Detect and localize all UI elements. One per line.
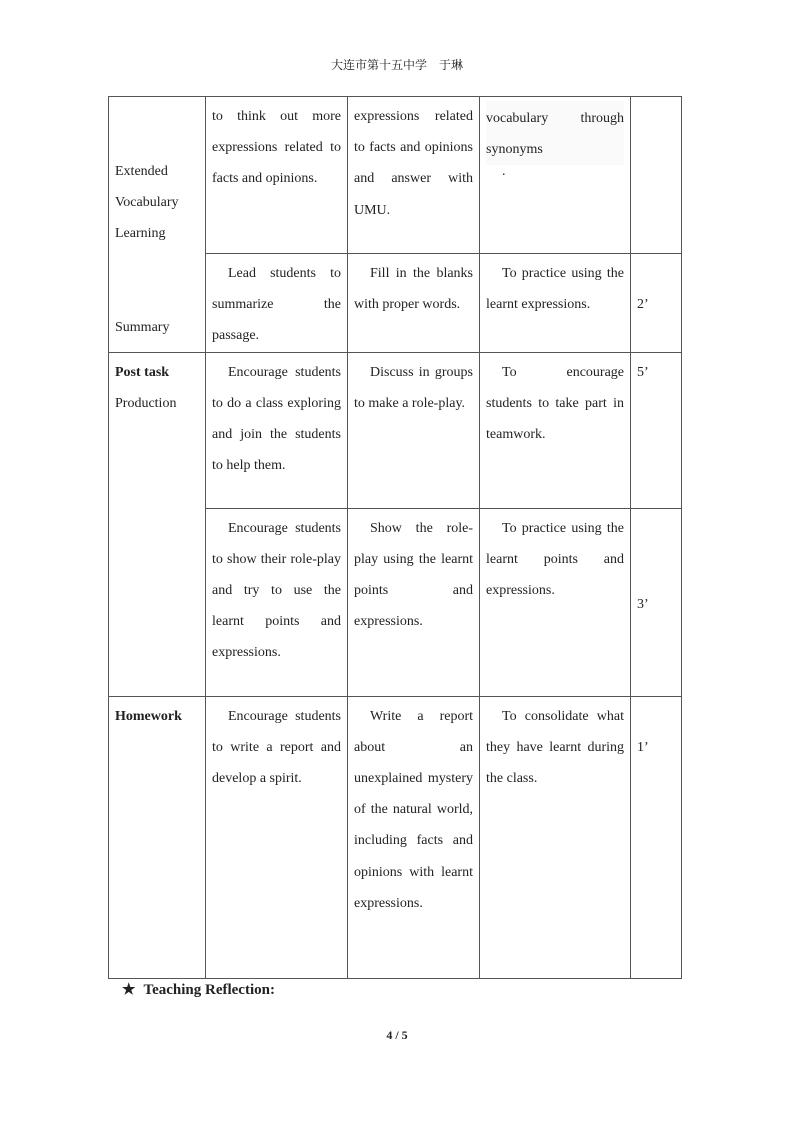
stage-title: Post task [115, 364, 170, 380]
teacher-activity-cell: Encourage students to show their role-play and try to use the learnt points and expressions. [206, 508, 348, 696]
stage-title: Homework [115, 708, 182, 724]
page-header: 大连市第十五中学 于琳 [330, 58, 463, 72]
time-cell [631, 97, 682, 254]
purpose-cell: To encourage students to take part in teamwork. [480, 352, 631, 508]
teacher-activity-cell: to think out more expressions related to facts and opinions. [206, 97, 348, 254]
student-activity-cell: Show the role-play using the learnt points and expressions. [348, 508, 480, 696]
time-cell: 2’ [631, 254, 682, 353]
stage-label: Learning [115, 226, 166, 242]
stage-label: Summary [115, 319, 170, 335]
purpose-cell [480, 97, 631, 254]
time-cell: 5’ [631, 352, 682, 508]
star-icon: ★ [122, 982, 136, 998]
purpose-dot: . [502, 164, 506, 179]
time-cell [631, 696, 682, 978]
student-activity-cell: Write a report about an unexplained mystery of the natural world, including facts and opinions with learnt expressions. [348, 696, 480, 978]
lesson-plan-table [108, 96, 682, 979]
teaching-reflection-heading [122, 980, 275, 999]
stage-label: Extended [115, 164, 168, 179]
table-row [109, 97, 682, 254]
time-value: 1’ [637, 739, 649, 755]
stage-label: Vocabulary [115, 195, 179, 211]
table-row [109, 352, 682, 508]
stage-cell [109, 696, 206, 978]
student-activity-cell: Fill in the blanks with proper words. [348, 254, 480, 353]
purpose-cell: To consolidate what they have learnt during the class. [480, 696, 631, 978]
teacher-activity-cell: Lead students to summarize the passage. [206, 254, 348, 353]
stage-cell [109, 352, 206, 696]
teacher-activity-cell: Encourage students to do a class exploring and join the students to help them. [206, 352, 348, 508]
purpose-text: vocabulary through synonyms [486, 101, 624, 165]
teacher-activity-cell: Encourage students to write a report and develop a spirit. [206, 696, 348, 978]
student-activity-cell: Discuss in groups to make a role-play. [348, 352, 480, 508]
stage-cell [109, 97, 206, 353]
stage-label: Production [115, 395, 177, 411]
table-row [109, 696, 682, 978]
page-number: 4 / 5 [386, 1028, 408, 1042]
student-activity-cell: expressions related to facts and opinions and answer with UMU. [348, 97, 480, 254]
purpose-cell: To practice using the learnt expressions. [480, 254, 631, 353]
reflection-label: Teaching Reflection: [143, 982, 275, 998]
purpose-cell: To practice using the learnt points and expressions. [480, 508, 631, 696]
time-cell: 3’ [631, 508, 682, 696]
